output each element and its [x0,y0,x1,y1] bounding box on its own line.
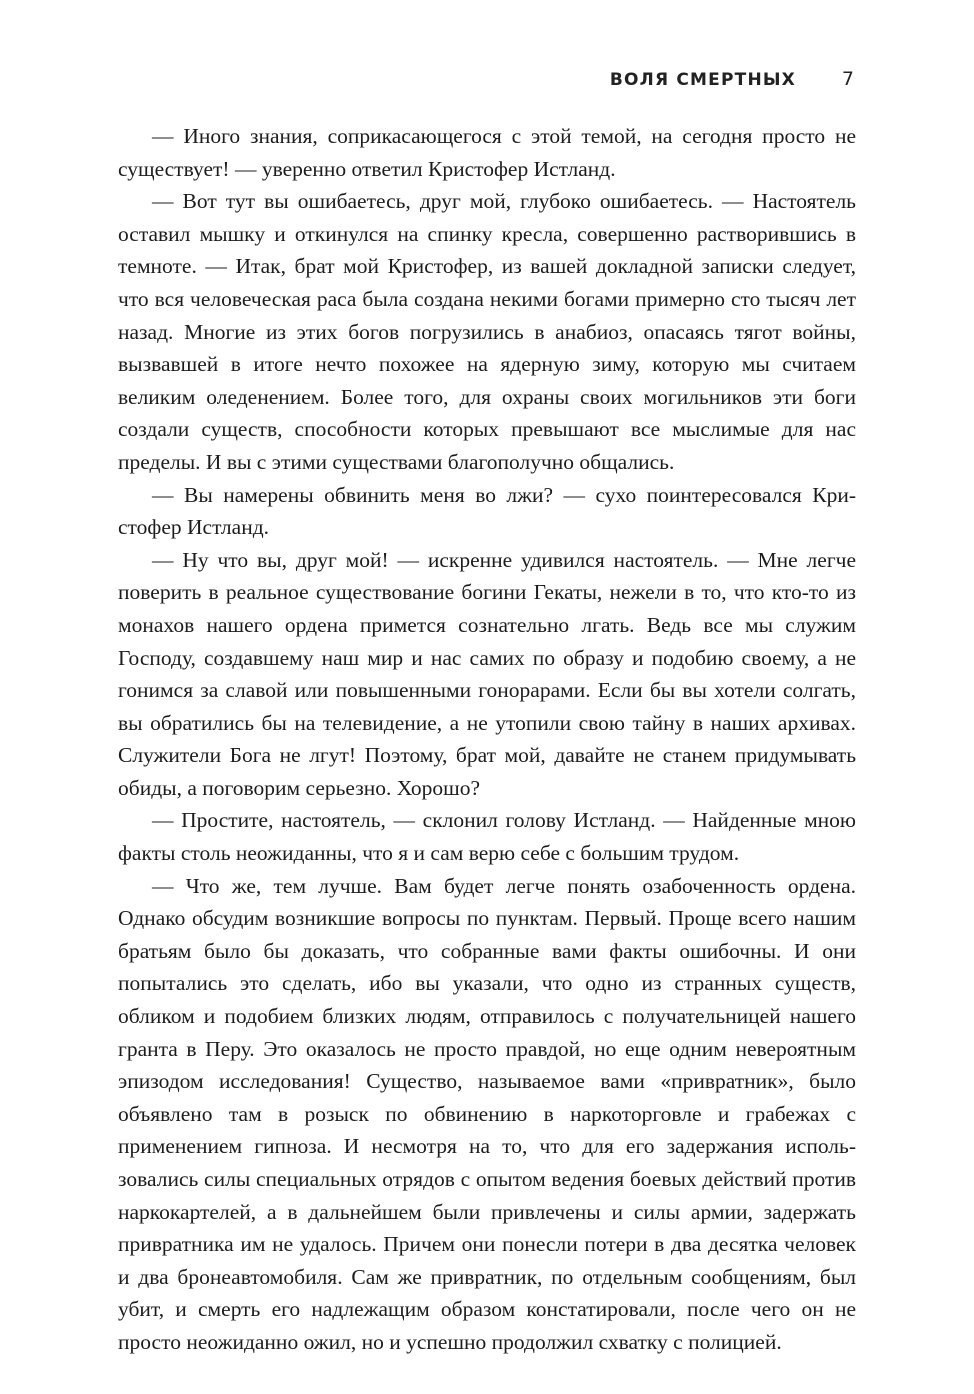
paragraph: — Простите, настоятель, — склонил голову Истланд. — Найденные мною факты столь неожиданны, что я и сам верю себе с большим трудом. [118,808,856,866]
running-head [118,68,854,96]
body-text [118,120,856,1359]
paragraph: — Вот тут вы ошибаетесь, друг мой, глубоко ошибаетесь. — Настоятель оставил мышку и откинулся на спинку кресла, совершенно растворившись в темноте. — Итак, брат мой Кристофер, из вашей докладной записки следует, что вся человеческая раса была создана некими богами примерно сто тысяч лет назад. Многие из этих богов погрузились в анабиоз, опасаясь тягот войны, вызвавшей в итоге нечто похожее на ядерную зиму, которую мы считаем великим оледенением. Более того, для охраны своих могильников эти боги создали существ, способности которых превышают все мыслимые для нас пределы. И вы с этими существами благополучно общались. [118,189,856,474]
page-number: 7 [841,68,854,90]
running-title: ВОЛЯ СМЕРТНЫХ [609,70,796,90]
paragraph: — Ну что вы, друг мой! — искренне удивился настоятель. — Мне легче поверить в реальное существование богини Гекаты, нежели в то, что кто-то из монахов нашего ордена примется сознательно лгать. Ведь все мы служим Господу, создавшему наш мир и нас самих по образу и подобию своему, а не гонимся за славой или повышенными гонорарами. Если бы вы хотели солгать, вы обратились бы на телевидение, а не утопили свою тайну в наших архивах. Служители Бога не лгут! Поэтому, брат мой, давайте не станем придумывать обиды, а поговорим серьезно. Хорошо? [118,547,856,800]
paragraph: — Вы намерены обвинить меня во лжи? — сухо поинтересовался Кристофер Истланд. [118,482,856,540]
paragraph: — Что же, тем лучше. Вам будет легче понять озабоченность ордена. Однако обсудим возникшие вопросы по пунктам. Первый. Проще всего нашим братьям было бы доказать, что собранные вами факты ошибочны. И они попытались это сделать, ибо вы указали, что одно из странных существ, обликом и подобием близких людям, отправилось с получательницей нашего гранта в Перу. Это оказалось не просто правдой, но еще одним невероятным эпизодом исследования! Существо, называемое вами «привратник», было объявлено там в розыск по обвинению в наркоторговле и грабежах с применением гипноза. И несмотря на то, что для его задержания использовались силы специальных отрядов с опытом ведения боевых действий против наркокартелей, а в дальнейшем были привлечены и силы армии, задержать привратника им не удалось. Причем они понесли потери в два десятка человек и два бронеавтомобиля. Сам же привратник, по отдельным сообщениям, был убит, и смерть его надлежащим образом констатировали, после чего он не просто неожиданно ожил, но и успешно продолжил схватку с полицией. [118,873,856,1354]
paragraph: — Иного знания, соприкасающегося с этой темой, на сегодня просто не существует! — уверенно ответил Кристофер Истланд. [118,124,856,181]
